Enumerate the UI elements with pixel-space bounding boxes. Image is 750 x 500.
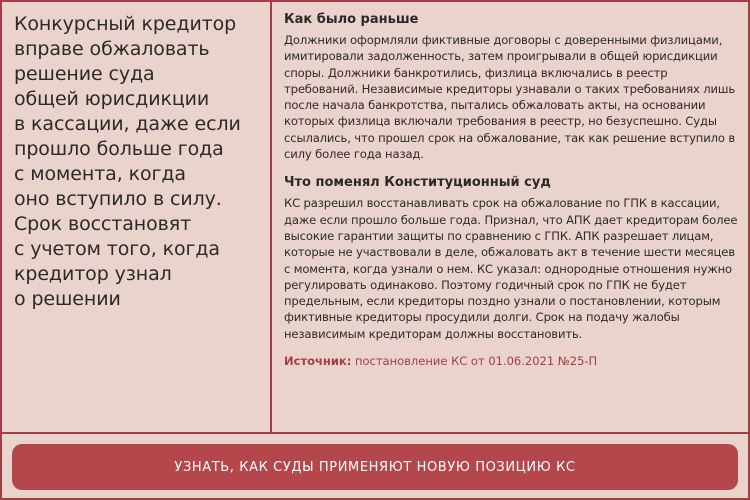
content-area: [2, 2, 748, 434]
source-line: [284, 354, 738, 368]
section-title-changes: Что поменял Конституционный суд: [284, 175, 551, 191]
learn-more-button[interactable]: УЗНАТЬ, КАК СУДЫ ПРИМЕНЯЮТ НОВУЮ ПОЗИЦИЮ КС: [12, 444, 738, 490]
details-panel: [272, 2, 748, 432]
lead-panel: [2, 2, 272, 432]
section-body-before: Должники оформляли фиктивные договоры с доверенными физлицами, имитировали задолженность, затем проигрывали в общей юрисдикции споры. Должники банкротились, физлица включались в реестр требований. Независимые кредиторы узнавали о таких требованиях лишь после начала банкротства, пытались обжаловать акты, на основании которых физлица включали требования в реестр, но безуспешно. Суды ссылались, что прошел срок на обжалование, так как решение вступило в силу более года назад.: [284, 33, 736, 162]
cta-area: [2, 434, 748, 498]
section-title-before: Как было раньше: [284, 12, 419, 27]
lead-text: Конкурсный кредитор вправе обжаловать решение суда общей юрисдикции в кассации, даже если прошло больше года с момента, когда оно вступило в силу. Срок восстановят с учетом того, когда кредитор узнал о решении: [14, 13, 241, 310]
source-text: постановление КС от 01.06.2021 №25-П: [354, 354, 598, 369]
section-body-changes: КС разрешил восстанавливать срок на обжалование по ГПК в кассации, даже если прошло больше года. Признал, что АПК дает кредиторам более высокие гарантии защиты по сравнению с ГПК. АПК разрешает лицам, которые не участвовали в деле, обжаловать акт в течение шести месяцев с момента, когда узнали о нем. КС указал: однородные отношения нужно регулировать одинаково. Поэтому годичный срок по ГПК не будет предельным, если кредиторы поздно узнали о постановлении, которым фиктивные кредиторы просудили долги. Срок на подачу жалобы независимым кредиторам должны восстановить.: [284, 196, 738, 341]
source-label: Источник:: [284, 354, 352, 369]
